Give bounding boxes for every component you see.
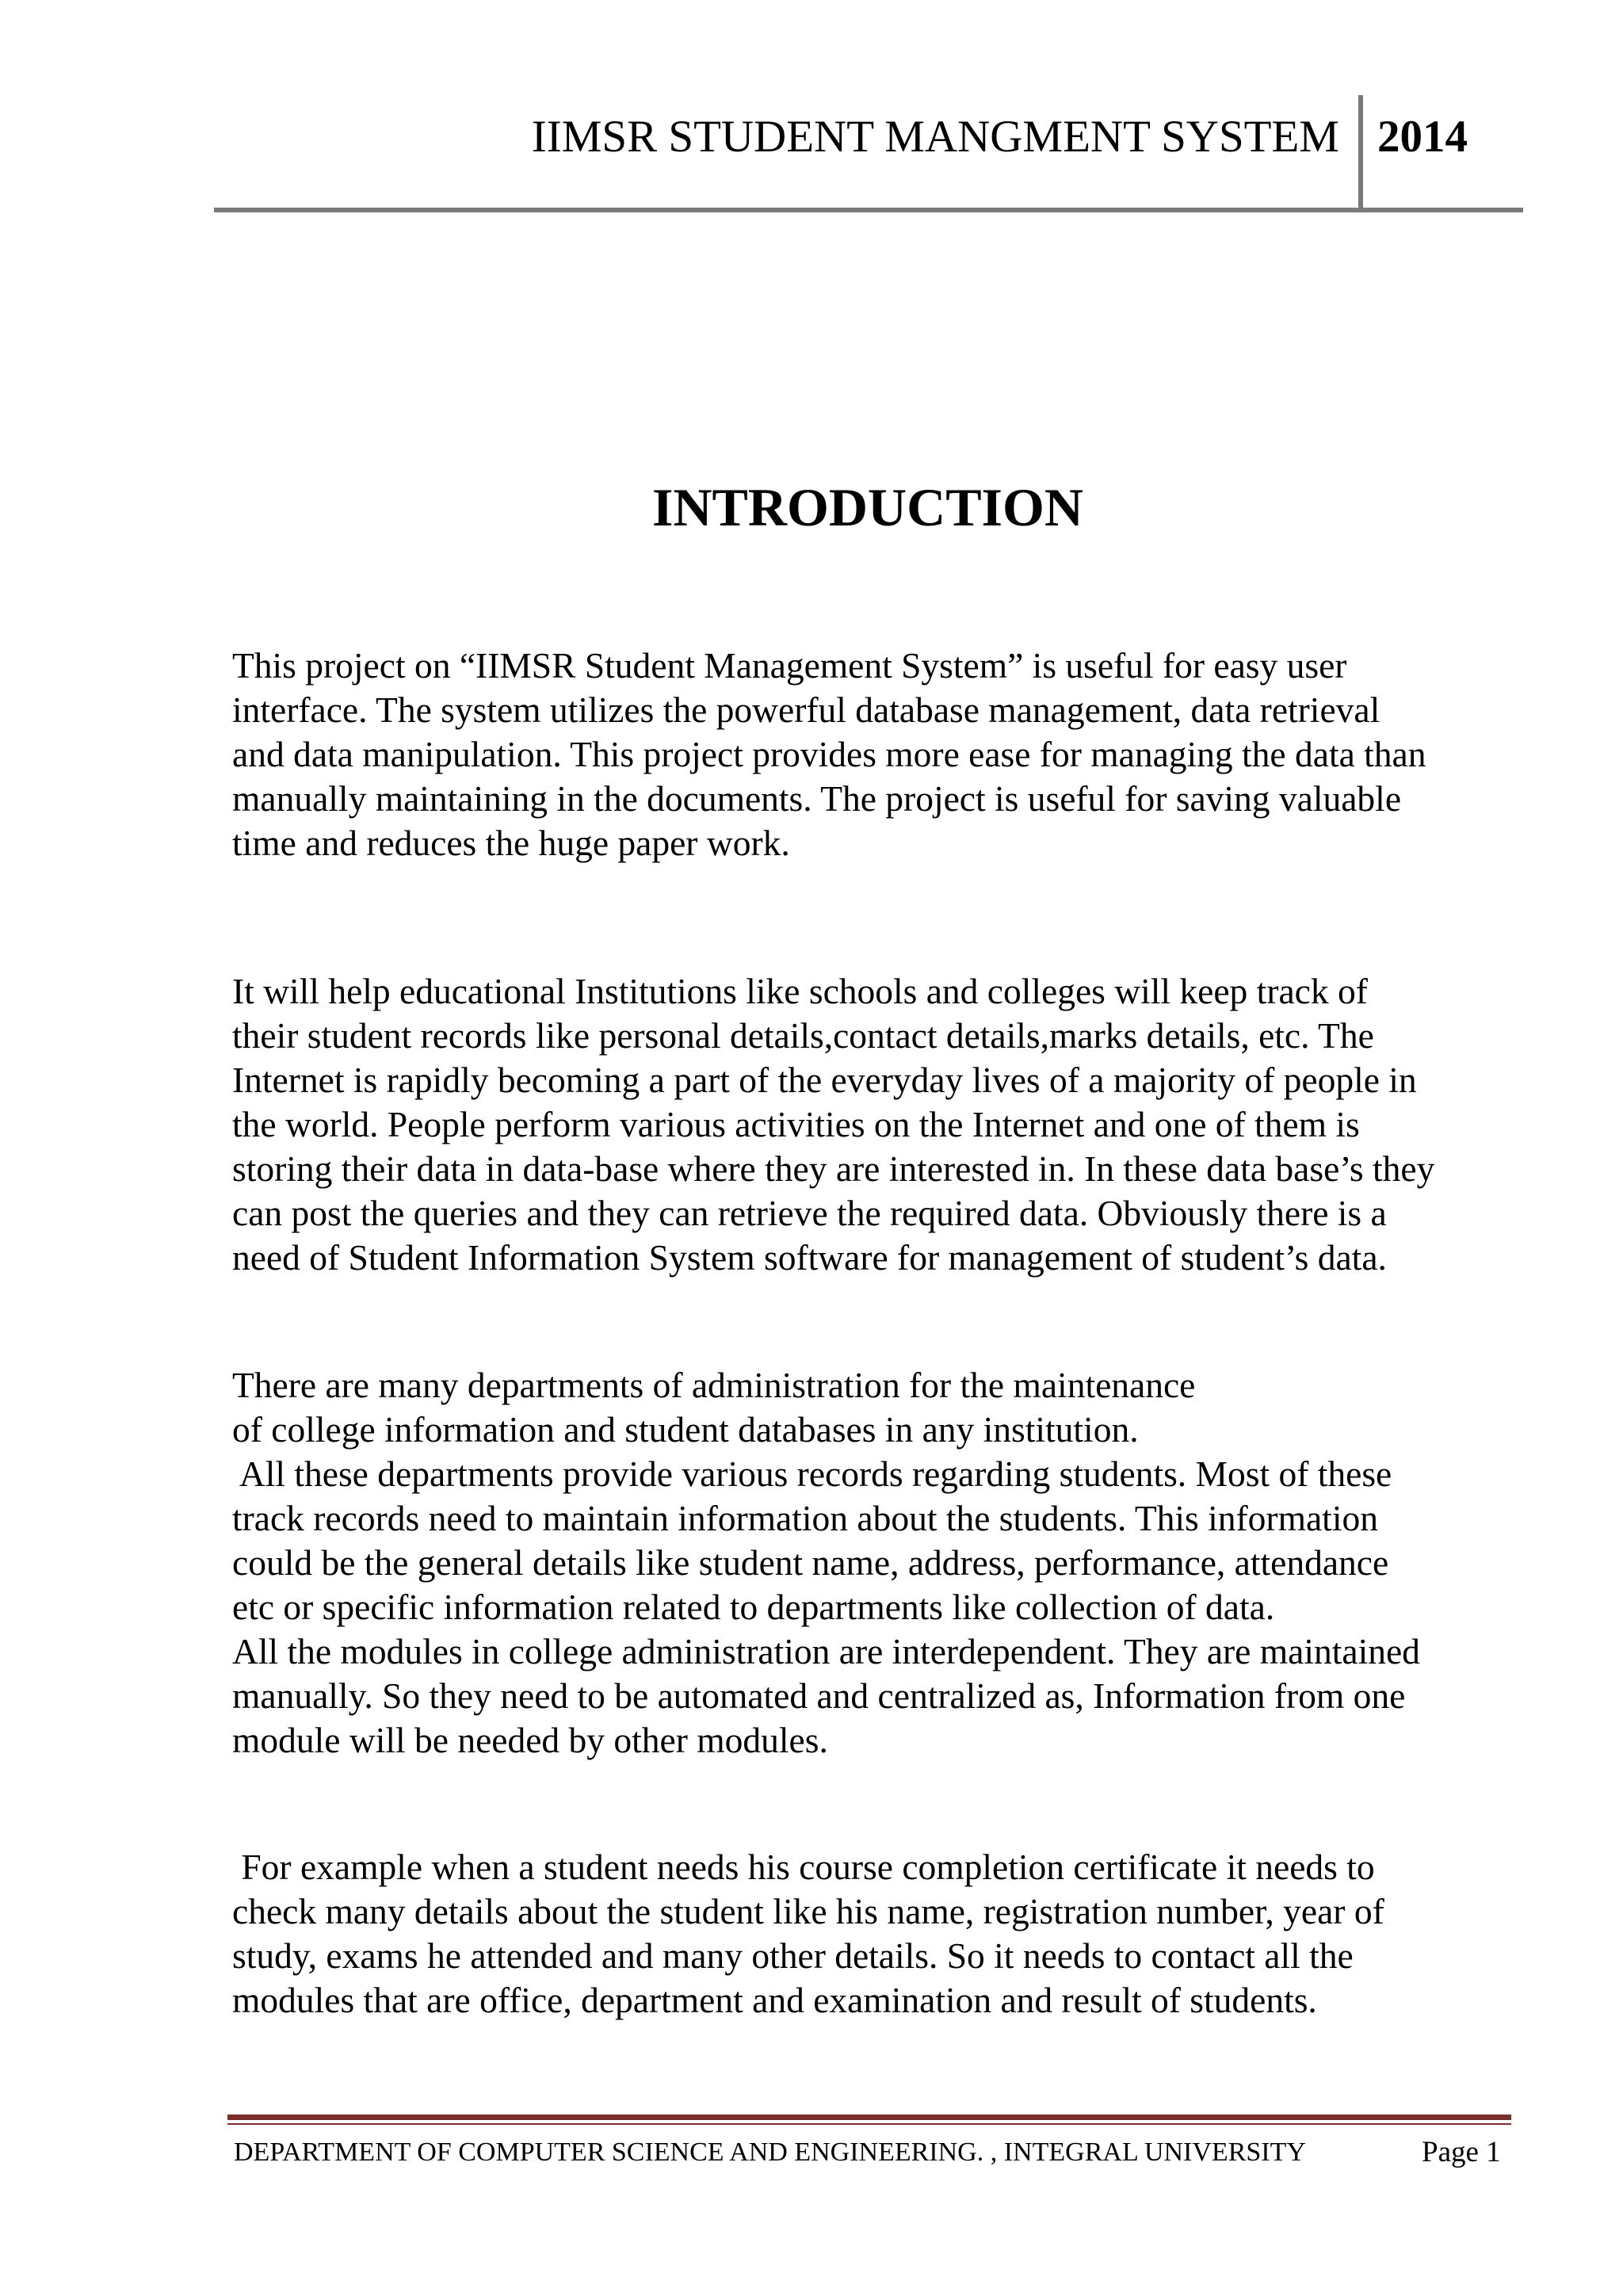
text-line: For example when a student needs his course completion certificate it needs to bbox=[232, 1847, 1375, 1887]
header-year: 2014 bbox=[1377, 112, 1468, 162]
text-line: manually. So they need to be automated and centralized as, Information from one bbox=[232, 1675, 1406, 1716]
text-line: could be the general details like student name, address, performance, attendance bbox=[232, 1542, 1389, 1583]
text-line: the world. People perform various activities on the Internet and one of them is bbox=[232, 1104, 1360, 1144]
header-vertical-divider bbox=[1358, 95, 1363, 209]
paragraph-1 bbox=[232, 644, 1426, 865]
text-line: Internet is rapidly becoming a part of the everyday lives of a majority of people in bbox=[232, 1060, 1417, 1100]
text-line: modules that are office, department and examination and result of students. bbox=[232, 1980, 1317, 2020]
text-line: study, exams he attended and many other details. So it needs to contact all the bbox=[232, 1935, 1354, 1976]
text-line: need of Student Information System software for management of student’s data. bbox=[232, 1237, 1387, 1278]
text-line: and data manipulation. This project provides more ease for managing the data than bbox=[232, 734, 1426, 774]
text-line: track records need to maintain information about the students. This information bbox=[232, 1498, 1378, 1538]
paragraph-4 bbox=[232, 1845, 1384, 2023]
text-line: manually maintaining in the documents. The project is useful for saving valuable bbox=[232, 778, 1402, 819]
page-heading: INTRODUCTION bbox=[651, 477, 1084, 537]
text-line: It will help educational Institutions like schools and colleges will keep track of bbox=[232, 971, 1368, 1011]
paragraph-3 bbox=[232, 1363, 1420, 1763]
footer-rule-thin bbox=[227, 2123, 1511, 2125]
text-line: All the modules in college administration are interdependent. They are maintained bbox=[232, 1631, 1420, 1671]
footer-rule bbox=[227, 2115, 1511, 2120]
text-line: check many details about the student like his name, registration number, year of bbox=[232, 1891, 1384, 1931]
footer-department: DEPARTMENT OF COMPUTER SCIENCE AND ENGINEERING. , INTEGRAL UNIVERSITY bbox=[234, 2137, 1306, 2167]
text-line: can post the queries and they can retrieve the required data. Obviously there is a bbox=[232, 1193, 1387, 1233]
page-number: Page 1 bbox=[1422, 2136, 1501, 2168]
header-rule bbox=[214, 208, 1523, 212]
text-line: module will be needed by other modules. bbox=[232, 1720, 828, 1760]
header-title: IIMSR STUDENT MANGMENT SYSTEM bbox=[531, 112, 1339, 162]
text-line: This project on “IIMSR Student Management System” is useful for easy user bbox=[232, 645, 1347, 686]
text-line: their student records like personal details,contact details,marks details, etc. The bbox=[232, 1015, 1374, 1056]
paragraph-2 bbox=[232, 969, 1434, 1280]
text-line: All these departments provide various records regarding students. Most of these bbox=[232, 1454, 1392, 1494]
text-line: time and reduces the huge paper work. bbox=[232, 823, 790, 863]
text-line: There are many departments of administration for the maintenance bbox=[232, 1365, 1196, 1405]
text-line: storing their data in data-base where they are interested in. In these data base’s they bbox=[232, 1148, 1435, 1189]
text-line: interface. The system utilizes the powerful database management, data retrieval bbox=[232, 690, 1381, 730]
text-line: etc or specific information related to departments like collection of data. bbox=[232, 1587, 1275, 1627]
text-line: of college information and student databases in any institution. bbox=[232, 1409, 1139, 1450]
